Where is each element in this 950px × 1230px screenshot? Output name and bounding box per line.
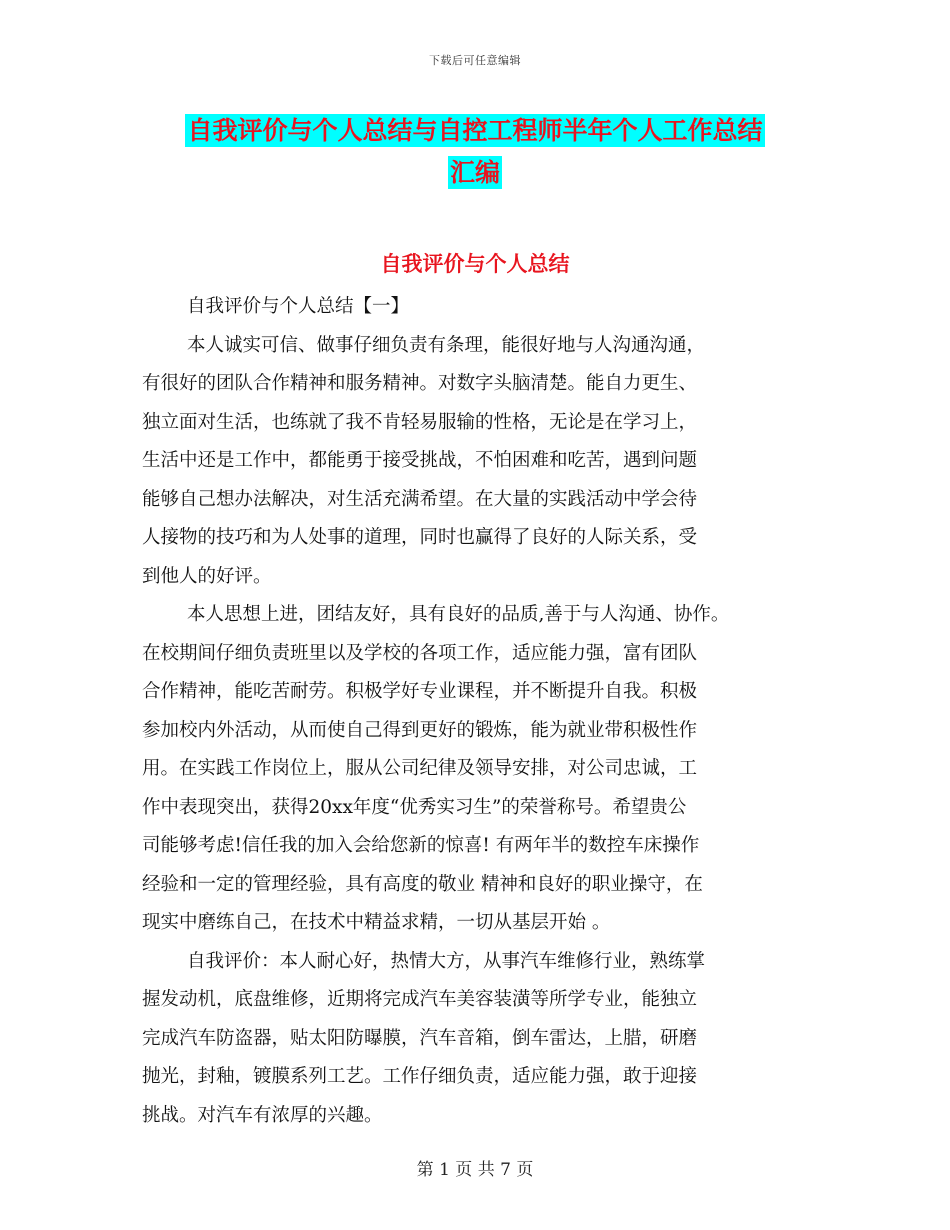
paragraph-line: 现实中磨练自己，在技术中精益求精，一切从基层开始 。 [142,912,611,933]
body-text [142,288,842,1135]
paragraph-line: 司能够考虑!信任我的加入会给您新的惊喜! 有两年半的数控车床操作 [142,835,700,856]
paragraph-line: 抛光，封釉，镀膜系列工艺。工作仔细负责，适应能力强，敢于迎接 [142,1066,698,1087]
paragraph-line: 到他人的好评。 [142,565,272,587]
paragraph-line: 握发动机，底盘维修，近期将完成汽车美容装潢等所学专业，能独立 [142,989,698,1010]
paragraph-line: 在校期间仔细负责班里以及学校的各项工作，适应能力强，富有团队 [142,642,698,664]
section-heading: 自我评价与个人总结 [380,252,570,276]
paragraph-line: 完成汽车防盗器，贴太阳防曝膜，汽车音箱，倒车雷达，上腊，研磨 [142,1027,698,1049]
document-title-line-2 [0,156,950,190]
paragraph-line: 独立面对生活，也练就了我不肯轻易服输的性格，无论是在学习上， [142,411,698,433]
paragraph-line: 用。在实践工作岗位上，服从公司纪律及领导安排，对公司忠诚，工 [142,758,698,779]
paragraph-line: 参加校内外活动，从而使自己得到更好的锻炼，能为就业带积极性作 [142,719,698,741]
paragraph-line: 本人诚实可信、做事仔细负责有条理，能很好地与人沟通沟通， [187,334,706,356]
paragraph-line: 自我评价：本人耐心好，热情大方，从事汽车维修行业，熟练掌 [187,950,706,972]
paragraph-line: 挑战。对汽车有浓厚的兴趣。 [142,1104,383,1126]
page-header-note: 下载后可任意编辑 [429,54,521,67]
subsection-heading: 自我评价与个人总结【一】 [187,296,410,317]
paragraph-line: 能够自己想办法解决，对生活充满希望。在大量的实践活动中学会待 [142,488,698,510]
document-title-line-1 [0,114,950,148]
paragraph-line: 生活中还是工作中，都能勇于接受挑战，不怕困难和吃苦，遇到问题 [142,450,698,471]
paragraph-line: 有很好的团队合作精神和服务精神。对数字头脑清楚。能自力更生、 [142,373,698,394]
paragraph-line: 经验和一定的管理经验，具有高度的敬业 精神和良好的职业操守，在 [142,873,703,895]
paragraph-line: 合作精神，能吃苦耐劳。积极学好专业课程，并不断提升自我。积极 [142,681,698,702]
paragraph-line: 作中表现突出，获得20xx年度“优秀实习生”的荣誉称号。希望贵公 [142,796,687,818]
document-title-text-2: 汇编 [449,158,500,187]
document-title-text-1: 自我评价与个人总结与自控工程师半年个人工作总结 [187,116,763,145]
paragraph-line: 本人思想上进，团结友好，具有良好的品质,善于与人沟通、协作。 [187,604,730,625]
paragraph-line: 人接物的技巧和为人处事的道理，同时也赢得了良好的人际关系，受 [142,527,698,548]
page-footer: 第 1 页 共 7 页 [416,1160,534,1180]
